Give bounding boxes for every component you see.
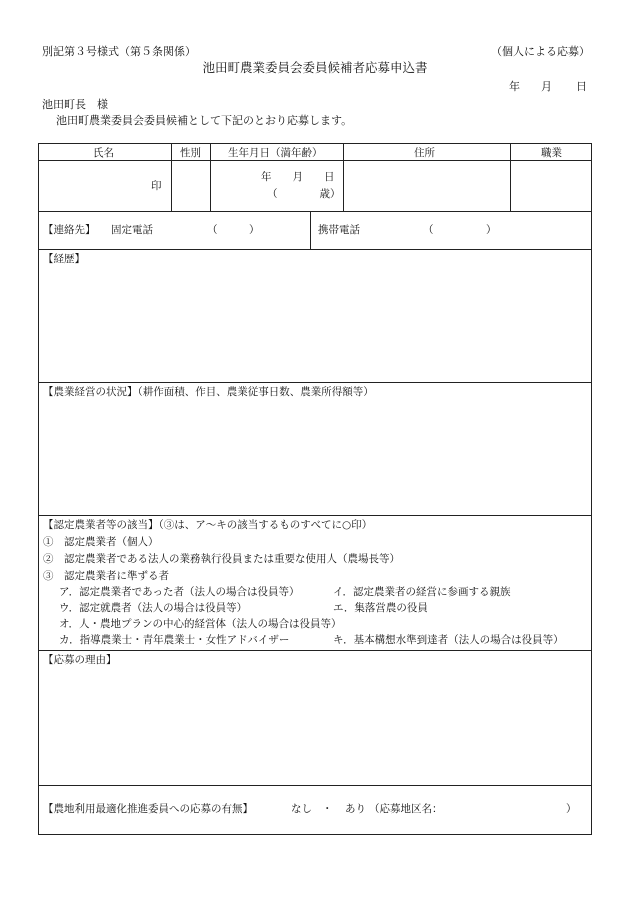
certified-item-1: ① 認定農業者（個人） <box>43 536 159 548</box>
address-column-header: 住所 <box>414 147 435 159</box>
application-type: （個人による応募） <box>491 45 590 58</box>
landline-area-code: （ ） <box>207 224 260 236</box>
birthdate-age: （ 歳） <box>267 188 341 200</box>
sex-column-header: 性別 <box>180 147 201 159</box>
name-column-header: 氏名 <box>93 147 114 159</box>
divider <box>38 160 591 161</box>
certified-item-2: ② 認定農業者である法人の業務執行役員または重要な使用人（農場長等） <box>43 553 400 565</box>
divider <box>310 211 311 249</box>
promotion-area-open: （応募地区名： <box>369 803 443 815</box>
page-title: 池田町農業委員会委員候補者応募申込書 <box>202 60 428 75</box>
certified-item-3: ③ 認定農業者に準ずる者 <box>43 570 169 582</box>
divider <box>38 785 591 786</box>
occupation-column-header: 職業 <box>541 147 562 159</box>
divider <box>38 515 591 516</box>
promotion-committee-label: 【農地利用最適化推進委員への応募の有無】 <box>43 803 253 815</box>
career-label: 【経歴】 <box>43 253 85 265</box>
promotion-choice-dot: ・ <box>322 803 333 815</box>
form-frame <box>38 143 592 835</box>
divider <box>343 143 344 211</box>
landline-label: 固定電話 <box>111 224 153 236</box>
promotion-choice-yes: あり <box>345 803 366 815</box>
divider <box>210 143 211 211</box>
promotion-choice-none: なし <box>291 803 312 815</box>
divider <box>38 249 591 250</box>
mobile-area-code: （ ） <box>423 224 497 236</box>
certified-sub-i: イ．認定農業者の経営に参画する親族 <box>333 586 511 598</box>
certified-sub-a: ア．認定農業者であった者（法人の場合は役員等） <box>59 586 300 598</box>
birthdate-ymd: 年 月 日 <box>261 171 335 183</box>
contact-label: 【連絡先】 <box>43 224 96 236</box>
certified-farmer-label: 【認定農業者等の該当】（③は、ア～キの該当するものすべてに○印） <box>43 519 373 531</box>
divider <box>38 650 591 651</box>
reason-label: 【応募の理由】 <box>43 654 117 666</box>
seal-mark: 印 <box>151 180 162 192</box>
certified-sub-o: オ．人・農地プランの中心的経営体（法人の場合は役員等） <box>59 618 342 630</box>
farming-status-label: 【農業経営の状況】（耕作面積、作目、農業従事日数、農業所得額等） <box>43 386 374 398</box>
certified-sub-e: エ．集落営農の役員 <box>333 602 428 614</box>
date-year-label: 年 <box>509 80 520 93</box>
birthdate-column-header: 生年月日（満年齢） <box>228 147 323 159</box>
form-number: 別記第３号様式（第５条関係） <box>42 45 196 58</box>
divider <box>38 211 591 212</box>
divider <box>171 143 172 211</box>
mobile-label: 携帯電話 <box>318 224 360 236</box>
promotion-area-close: ） <box>566 803 577 815</box>
certified-sub-ki: キ．基本構想水準到達者（法人の場合は役員等） <box>333 634 564 646</box>
date-month-label: 月 <box>541 80 552 93</box>
divider <box>38 382 591 383</box>
date-day-label: 日 <box>576 80 587 93</box>
certified-sub-u: ウ．認定就農者（法人の場合は役員等） <box>59 602 248 614</box>
divider <box>510 143 511 211</box>
certified-sub-ka: カ．指導農業士・青年農業士・女性アドバイザー <box>59 634 290 646</box>
addressee: 池田町長 様 <box>42 98 108 111</box>
intro-text: 池田町農業委員会委員候補として下記のとおり応募します。 <box>56 114 353 127</box>
